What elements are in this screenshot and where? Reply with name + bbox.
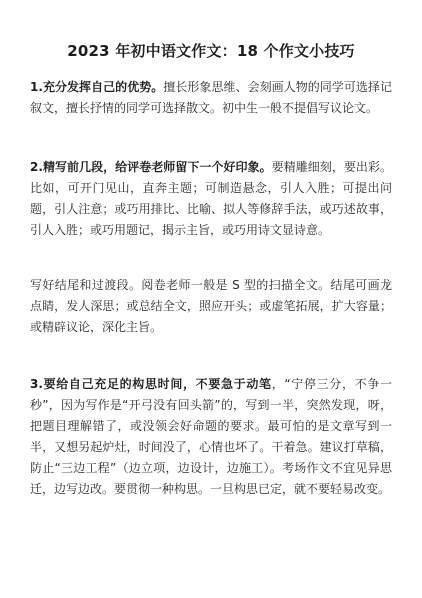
paragraph-spacer [30, 241, 392, 275]
section-2-paragraph [30, 157, 392, 241]
section-1-heading: 1.充分发挥自己的优势。 [30, 80, 164, 94]
section-3-heading: 3.要给自己充足的构思时间，不要急于动笔 [30, 377, 272, 391]
section-2b-paragraph [30, 275, 392, 338]
section-3-paragraph [30, 374, 392, 500]
paragraph-spacer [30, 119, 392, 157]
paragraph-spacer [30, 338, 392, 374]
section-1-body: 擅长形象思维、会刻画人物的同学可选择记叙文，擅长抒情的同学可选择散文。初中生一般不提倡写议论文。 [30, 80, 392, 115]
section-3-body: ，“宁停三分，不争一秒”，因为写作是“开弓没有回头箭”的，写到一半，突然发现，呀，把题目理解错了，或没领会好命题的要求。最可怕的是文章写到一半，又想另起炉灶，时间没了，心情也坏了。干着急。建议打草稿，防止“三边工程”（边立项，边设计，边施工）。考场作文不宜见异思迁，边写边改。要贯彻一种构思。一旦构思已定，就不要轻易改变。 [30, 377, 392, 496]
document-title: 2023 年初中语文作文：18 个作文小技巧 [67, 42, 355, 60]
section-2-heading: 2.精写前几段，给评卷老师留下一个好印象。 [30, 160, 272, 174]
section-1-paragraph [30, 77, 392, 119]
section-2b-body: 写好结尾和过渡段。阅卷老师一般是 S 型的扫描全文。结尾可画龙点睛，发人深思；或总结全文，照应开头；或虚笔拓展，扩大容量；或精辟议论，深化主旨。 [30, 278, 392, 334]
section-2-body: 要精雕细刻，要出彩。比如，可开门见山，直奔主题；可制造悬念，引人入胜；可提出问题，引人注意；或巧用排比、比喻、拟人等修辞手法，或巧述故事，引人入胜；或巧用题记，揭示主旨，或巧用诗文显诗意。 [30, 160, 392, 237]
